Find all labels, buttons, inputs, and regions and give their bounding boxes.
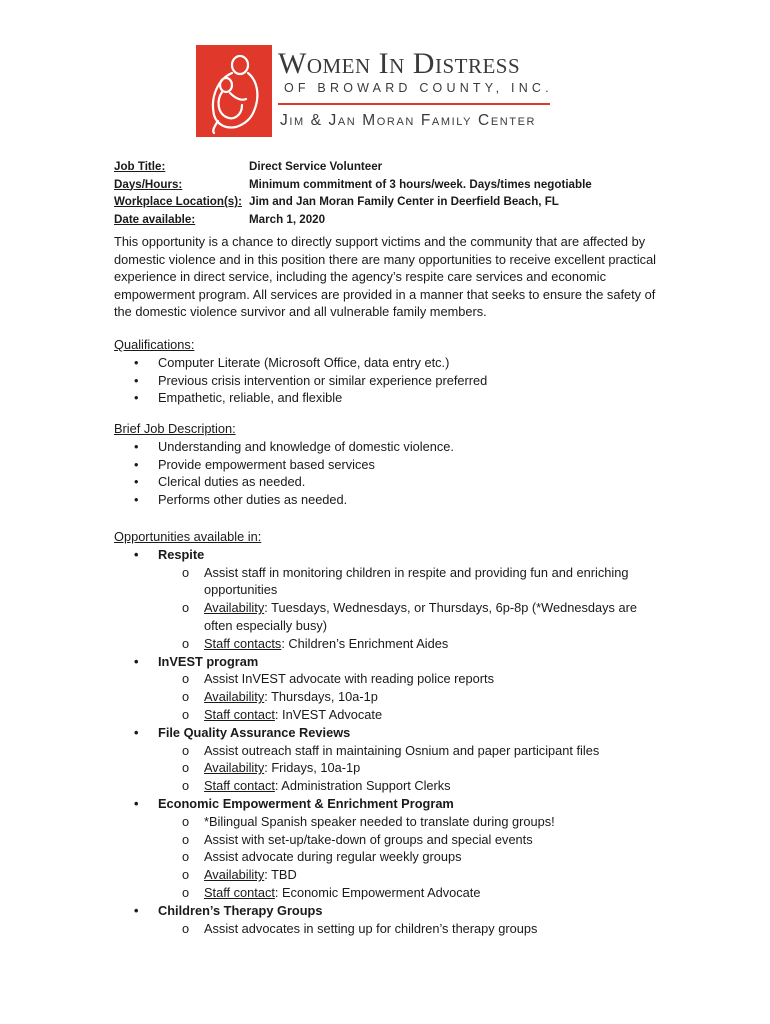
list-item	[114, 354, 487, 372]
availability-label: Availability	[204, 760, 265, 776]
sub-item	[114, 848, 656, 866]
bullet-icon: •	[134, 372, 139, 388]
bullet-icon: •	[134, 724, 139, 740]
sub-bullet-icon: o	[182, 742, 190, 758]
meta-row-location	[114, 193, 592, 211]
list-item-text: Computer Literate (Microsoft Office, data entry etc.)	[158, 354, 450, 370]
sub-item-text: Assist advocates in setting up for children’s therapy groups	[204, 920, 538, 936]
bullet-icon: •	[134, 390, 139, 406]
bullet-icon: •	[134, 546, 139, 562]
staff-contact-label: Staff contact	[204, 884, 275, 900]
days-hours-label: Days/Hours:	[114, 177, 183, 191]
logo-divider	[278, 103, 550, 105]
job-description-section	[114, 420, 454, 509]
availability-label: Availability	[204, 867, 265, 883]
sub-item	[114, 777, 656, 795]
availability-label: Availability	[204, 689, 265, 705]
days-hours-value: Minimum commitment of 3 hours/week. Days/times negotiable	[249, 177, 592, 191]
list-item	[114, 491, 454, 509]
list-item	[114, 456, 454, 474]
list-item-text: Clerical duties as needed.	[158, 474, 306, 490]
sub-item	[114, 688, 656, 706]
opportunities-heading: Opportunities available in:	[114, 529, 262, 544]
sub-bullet-icon: o	[182, 706, 190, 722]
sub-item-text: *Bilingual Spanish speaker needed to translate during groups!	[204, 813, 555, 829]
sub-item	[114, 759, 656, 777]
list-item	[114, 438, 454, 456]
sub-item-text: Assist InVEST advocate with reading police reports	[204, 671, 494, 687]
date-available-value: March 1, 2020	[249, 212, 326, 226]
availability-label: Availability	[204, 600, 265, 616]
workplace-location-value: Jim and Jan Moran Family Center in Deerfield Beach, FL	[249, 195, 559, 208]
logo-title: Women In Distress	[278, 47, 521, 80]
logo-center-name: Jim & Jan Moran Family Center	[280, 112, 537, 129]
staff-contact-text: : InVEST Advocate	[274, 706, 383, 722]
bullet-icon: •	[134, 474, 139, 490]
logo-subtitle: OF BROWARD COUNTY, INC.	[284, 81, 553, 95]
bullet-icon: •	[134, 795, 139, 811]
job-title-label: Job Title:	[114, 160, 166, 173]
sub-item-text: Assist with set-up/take-down of groups and special events	[204, 831, 533, 847]
job-description-heading-text: Brief Job Description:	[114, 421, 236, 436]
availability-text: : TBD	[264, 867, 297, 883]
intro-paragraph: This opportunity is a chance to directly support victims and the community that are affected by domestic violence and in this position there are many opportunities to receive excellent practical experience in direct service, including the agency’s respite care services and economic empowerment program. All services are provided in a manner that seeks to ensure the safety of the domestic violence survivor and all vulnerable family members.	[114, 234, 657, 320]
sub-item	[114, 564, 656, 600]
sub-item	[114, 884, 656, 902]
sub-bullet-icon: o	[182, 689, 190, 705]
list-item	[114, 389, 487, 407]
staff-contact-label: Staff contacts	[204, 635, 282, 651]
availability-text: : Tuesdays, Wednesdays, or Thursdays, 6p-8p (*Wednesdays are often especially busy)	[204, 600, 637, 633]
sub-bullet-icon: o	[182, 849, 190, 865]
list-item-text: Empathetic, reliable, and flexible	[158, 390, 343, 406]
sub-bullet-icon: o	[182, 671, 190, 687]
opportunity-economic-empowerment	[114, 795, 656, 813]
staff-contact-label: Staff contact	[204, 706, 275, 722]
sub-bullet-icon: o	[182, 600, 190, 616]
meta-row-days	[114, 176, 592, 194]
sub-item	[114, 831, 656, 849]
availability-text: : Thursdays, 10a-1p	[264, 689, 378, 705]
list-item-text: Previous crisis intervention or similar experience preferred	[158, 372, 488, 388]
organization-logo	[196, 45, 566, 140]
opportunities-section	[114, 528, 656, 937]
sub-bullet-icon: o	[182, 635, 190, 651]
date-available-label: Date available:	[114, 212, 196, 226]
sub-bullet-icon: o	[182, 760, 190, 776]
staff-contact-text: : Administration Support Clerks	[274, 778, 451, 794]
sub-bullet-icon: o	[182, 778, 190, 794]
staff-contact-text: : Economic Empowerment Advocate	[274, 884, 481, 900]
sub-item-text: Assist outreach staff in maintaining Osnium and paper participant files	[204, 742, 600, 758]
opportunity-childrens-therapy	[114, 902, 656, 920]
availability-text: : Fridays, 10a-1p	[264, 760, 361, 776]
list-item	[114, 473, 454, 491]
meta-row-date	[114, 211, 592, 229]
opportunity-title: Economic Empowerment & Enrichment Program	[158, 795, 454, 811]
sub-item	[114, 635, 656, 653]
sub-item	[114, 813, 656, 831]
sub-item	[114, 706, 656, 724]
opportunity-title: Respite	[158, 546, 205, 562]
qualifications-heading: Qualifications:	[114, 337, 195, 352]
sub-bullet-icon: o	[182, 884, 190, 900]
list-item-text: Provide empowerment based services	[158, 456, 375, 472]
sub-bullet-icon: o	[182, 564, 190, 580]
sub-item	[114, 920, 656, 938]
staff-contact-label: Staff contact	[204, 778, 275, 794]
list-item-text: Understanding and knowledge of domestic violence.	[158, 438, 454, 454]
sub-item	[114, 670, 656, 688]
opportunity-file-quality	[114, 724, 656, 742]
job-meta	[114, 158, 592, 228]
qualifications-section	[114, 336, 487, 407]
opportunity-invest	[114, 653, 656, 671]
sub-item	[114, 599, 656, 635]
bullet-icon: •	[134, 902, 139, 918]
opportunity-title: InVEST program	[158, 653, 259, 669]
workplace-location-label: Workplace Location(s):	[114, 195, 242, 208]
job-title-value: Direct Service Volunteer	[249, 160, 383, 173]
list-item	[114, 372, 487, 390]
opportunity-respite	[114, 546, 656, 564]
opportunity-title: Children’s Therapy Groups	[158, 902, 323, 918]
bullet-icon: •	[134, 653, 139, 669]
staff-contact-text: : Children’s Enrichment Aides	[281, 635, 449, 651]
sub-item	[114, 866, 656, 884]
sub-item-text: Assist staff in monitoring children in respite and providing fun and enriching opportunities	[204, 564, 629, 598]
opportunity-title: File Quality Assurance Reviews	[158, 724, 351, 740]
family-figures-logo-icon	[196, 45, 272, 137]
meta-row-job-title	[114, 158, 592, 176]
sub-bullet-icon: o	[182, 867, 190, 883]
bullet-icon: •	[134, 438, 139, 454]
list-item-text: Performs other duties as needed.	[158, 492, 348, 508]
sub-item	[114, 742, 656, 760]
bullet-icon: •	[134, 492, 139, 508]
bullet-icon: •	[134, 456, 139, 472]
bullet-icon: •	[134, 354, 139, 370]
sub-bullet-icon: o	[182, 813, 190, 829]
sub-item-text: Assist advocate during regular weekly groups	[204, 849, 462, 865]
job-description-heading	[114, 420, 454, 438]
sub-bullet-icon: o	[182, 920, 190, 936]
sub-bullet-icon: o	[182, 831, 190, 847]
